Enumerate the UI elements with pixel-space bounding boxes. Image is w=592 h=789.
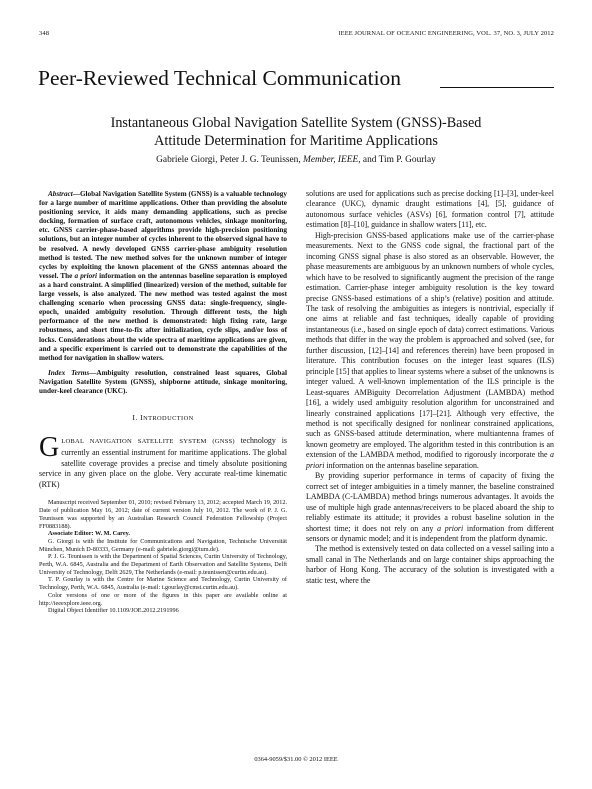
authors-text-a: Gabriele Giorgi, Peter J. G. Teunissen, xyxy=(156,155,304,165)
body-paragraph-3 xyxy=(306,471,554,544)
footnote-editor: Associate Editor: W. M. Carey. xyxy=(48,530,130,538)
author-list xyxy=(60,155,532,165)
body-paragraph-4: The method is extensively tested on data collected on a vessel sailing into a small canal in The Netherlands and on large container ships approaching the harbor of Hong Kong. The accuracy of the solution is investigated with a static test, where the xyxy=(306,544,554,585)
page-number: 348 xyxy=(39,30,50,37)
paper-title xyxy=(60,114,532,150)
abstract-label: Abstract— xyxy=(48,190,80,198)
intro-paragraph xyxy=(39,432,287,490)
footnote-doi: Digital Object Identifier 10.1109/JOE.2012.2191996 xyxy=(48,607,179,615)
body-paragraph-2-text: High-precision GNSS-based applications make use of the carrier-phase measurements. Next to the GNSS code signal, the fractional part of the incoming GNSS signal phase is also stored as an observable. However, the phase measurements are ambiguous by an unknown numbers of whole cycles, which have to be resolved to significantly augment the precision of the range estimation. Carrier-phase integer ambiguity resolution is the key toward precise GNSS-based estimations of a ship’s (relative) position and attitude. The task of resolving the ambiguities as integers is nontrivial, especially if one aims at reliable and fast techniques, ideally capable of providing instantaneous (i.e., based on single epoch of data) correct estimations. Various methods that differ in the way the problem is approached and solved (see, for further discussion, [12]–[14] and references therein) have been proposed in literature. This contribution focuses on the integer least squares (ILS) principle [15] that applies to linear systems where a subset of the unknowns is integer valued. A well-known implementation of the ILS principle is the Least-squares AMBiguity Decorrelation Adjustment (LAMBDA) method [16], a widely used ambiguity resolution algorithm for unconstrained and linearly constrained applications [17]–[21]. Although very effective, the method is not specifically designed for nonlinear constrained applications, such as GNSS-based attitude determination, where multiantenna frames of known geometry are employed. The algorithm tested in this contribution is an extension of the LAMBDA method, modified to rigorously incorporate the xyxy=(306,230,554,460)
body-paragraph-1: solutions are used for applications such as precise docking [1]–[3], under-keel clearance (UKC), dynamic draught estimations [4], [5], guidance of autonomous surface vehicles (ASVs) [6], formation control [7], attitude estimation [8]–[10], guidance in shallow waters [11], etc. xyxy=(306,189,554,230)
copyright-footer: 0364-9059/$31.00 © 2012 IEEE xyxy=(254,756,338,763)
body-paragraph-3-italic: a priori xyxy=(437,523,464,533)
section-heading-first: I xyxy=(140,413,144,423)
body-paragraph-3-text: By providing superior performance in terms of capacity of fixing the correct set of integer ambiguities in a timely manner, the baseline constrained LAMBDA (C-LAMBDA) method brings numerous advantages. It avoids the use of multiple high grade antennas/receivers to be placed aboard the ship to reliably estimate its attitude; it provides a robust baseline solution in the shortest time; it does not rely on any xyxy=(306,471,554,533)
footnote-color: Color versions of one or more of the figures in this paper are available online at http://ieeexplore.ieee.org. xyxy=(39,591,287,607)
index-terms-label: Index Terms xyxy=(48,368,90,377)
abstract xyxy=(39,190,287,363)
index-terms xyxy=(39,369,287,396)
index-terms-text: —Ambiguity resolution, constrained least squares, Global Navigation Satellite System (GNSS), shipborne attitude, sinkage monitoring, under-keel clearance (UKC). xyxy=(39,368,287,395)
footnote-author-teunissen: P. J. G. Teunissen is with the Department of Spatial Sciences, Curtin University of Technology, Perth, W.A. 6845, Australia and the Department of Earth Observation and Satellite Systems, Delft University of Technology, Delft 2629, The Netherlands (e-mail: p.teunissen@curtin.edu.au). xyxy=(39,553,287,576)
body-paragraph-2 xyxy=(306,231,554,471)
intro-caps: LOBAL NAVIGATION SATELLITE SYSTEM (GNSS) xyxy=(61,438,235,446)
left-column xyxy=(39,190,287,615)
section-heading-rest: NTRODUCTION xyxy=(143,415,194,423)
authors-member: Member, IEEE, xyxy=(303,155,361,165)
body-paragraph-2-end: information on the antennas baseline separation. xyxy=(324,460,479,470)
section-heading xyxy=(39,413,287,423)
drop-cap: G xyxy=(39,432,60,464)
paper-title-line2: Attitude Determination for Maritime Applications xyxy=(154,133,438,149)
running-header: IEEE JOURNAL OF OCEANIC ENGINEERING, VOL. 37, NO. 3, JULY 2012 xyxy=(338,30,554,37)
paper-title-line1: Instantaneous Global Navigation Satellite System (GNSS)-Based xyxy=(110,115,482,131)
body-paragraph-3-end: information from different sensors or dynamic model; and it is independent from the platform dynamic. xyxy=(306,523,554,543)
abstract-text: Global Navigation Satellite System (GNSS) is a valuable technology for a large number of maritime applications. Other than providing the absolute positioning service, it aids many demanding applications, such as precise docking, formation of surface craft, autonomous vehicles, sinkage monitoring, etc. GNSS carrier-phase-based algorithms provide high-precision positioning solutions, but an integer number of cycles inherent to the observed signal have to be resolved. A newly developed GNSS carrier-phase ambiguity resolution method is tested. The new method solves for the unknown number of integer cycles by exploiting the known placement of the GNSS antennas aboard the vessel. The xyxy=(39,190,287,280)
abstract-text2: information on the antennas baseline separation is employed as a hard constraint. A simplified (linearized) version of the method, suitable for large vessels, is also analyzed. The new method was tested against the most challenging scenario when processing GNSS data: single-frequency, single-epoch, unaided ambiguity resolution. Through different tests, the high performance of the new method is demonstrated: high fixing rate, large robustness, and short time-to-fix after initialization, cycle slips, and/or loss of locks. Considerations about the wide spectra of maritime applications are given, and a specific experiment is carried out to demonstrate the capabilities of the method for navigation in shallow waters. xyxy=(39,271,287,362)
right-column xyxy=(306,189,554,586)
footnote-received: Manuscript received September 01, 2010; revised February 13, 2012; accepted March 19, 2012. Date of publication May 16, 2012; date of current version July 10, 2012. The work of P. J. G. Teunissen was supported by an Australian Research Council Federation Fellowship (Project FF0883188). xyxy=(39,499,287,530)
section-title-rule xyxy=(440,87,554,88)
intro-text: technology is currently an essential instrument for maritime applications. The global satellite coverage provides a precise and timely absolute positioning service in any given place on the globe. Very accurate real-time kinematic (RTK) xyxy=(39,436,287,489)
section-title: Peer-Reviewed Technical Communication xyxy=(38,66,402,90)
body-paragraph-2-italic: a priori xyxy=(306,450,554,470)
authors-text-b: and Tim P. Gourlay xyxy=(360,155,436,165)
section-number: I. xyxy=(132,413,141,423)
footnote-author-giorgi: G. Giorgi is with the Institute for Communications and Navigation, Technische Universität München, Munich D-80333, Germany (e-mail: gabriele.giorgi@tum.de). xyxy=(39,537,287,553)
abstract-italic: a priori xyxy=(74,271,97,280)
footnote-author-gourlay: T. P. Gourlay is with the Centre for Marine Science and Technology, Curtin University of Technology, Perth, W.A. 6845, Australia (e-mail: t.gourlay@cmst.curtin.edu.au). xyxy=(39,576,287,592)
